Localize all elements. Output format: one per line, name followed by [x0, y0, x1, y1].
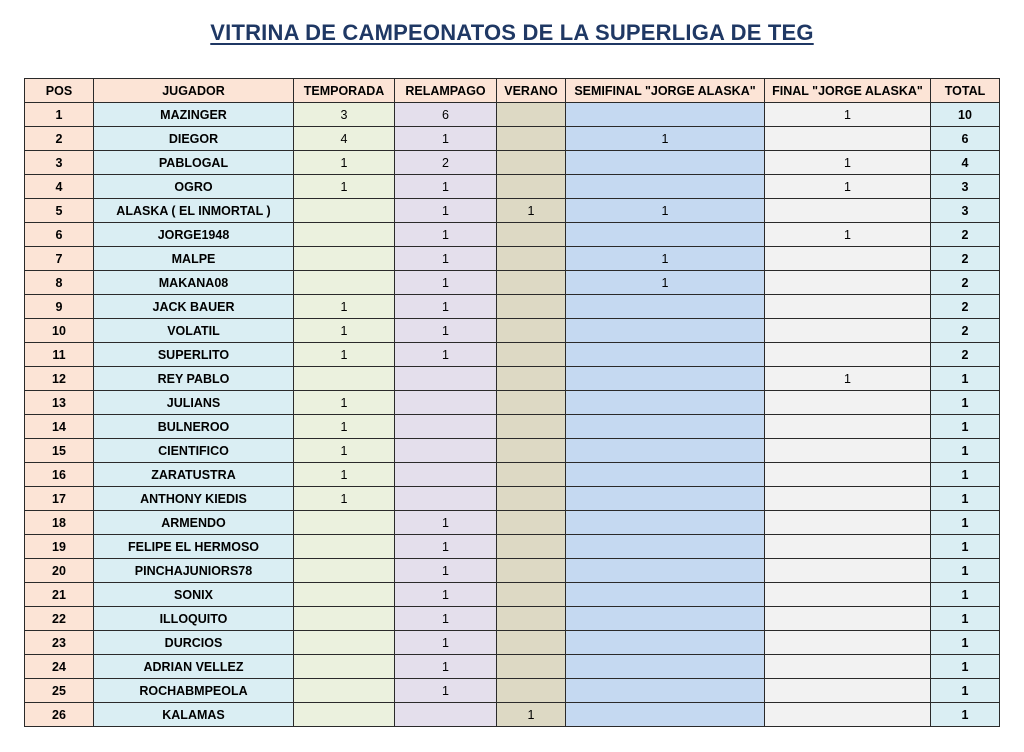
header-semifinal: SEMIFINAL "JORGE ALASKA"	[566, 79, 765, 103]
verano-cell	[497, 175, 566, 199]
final-cell	[765, 127, 931, 151]
temporada-cell: 1	[294, 295, 395, 319]
relampago-cell	[395, 439, 497, 463]
relampago-cell: 1	[395, 679, 497, 703]
final-cell	[765, 487, 931, 511]
relampago-cell: 1	[395, 655, 497, 679]
table-row	[25, 583, 1000, 607]
table-header-row	[25, 79, 1000, 103]
temporada-cell	[294, 199, 395, 223]
semifinal-cell	[566, 559, 765, 583]
position-cell: 19	[25, 535, 94, 559]
verano-cell	[497, 607, 566, 631]
semifinal-cell	[566, 607, 765, 631]
final-cell	[765, 655, 931, 679]
final-cell	[765, 247, 931, 271]
table-row	[25, 103, 1000, 127]
player-name-cell: ALASKA ( EL INMORTAL )	[94, 199, 294, 223]
temporada-cell	[294, 559, 395, 583]
temporada-cell	[294, 367, 395, 391]
position-cell: 4	[25, 175, 94, 199]
player-name-cell: MALPE	[94, 247, 294, 271]
player-name-cell: MAKANA08	[94, 271, 294, 295]
player-name-cell: KALAMAS	[94, 703, 294, 727]
temporada-cell: 1	[294, 463, 395, 487]
temporada-cell	[294, 223, 395, 247]
final-cell	[765, 295, 931, 319]
temporada-cell: 1	[294, 319, 395, 343]
player-name-cell: PABLOGAL	[94, 151, 294, 175]
player-name-cell: ANTHONY KIEDIS	[94, 487, 294, 511]
verano-cell	[497, 631, 566, 655]
table-row	[25, 559, 1000, 583]
temporada-cell	[294, 703, 395, 727]
verano-cell	[497, 295, 566, 319]
position-cell: 26	[25, 703, 94, 727]
verano-cell	[497, 487, 566, 511]
semifinal-cell	[566, 679, 765, 703]
table-row	[25, 391, 1000, 415]
verano-cell	[497, 583, 566, 607]
position-cell: 6	[25, 223, 94, 247]
table-row	[25, 151, 1000, 175]
relampago-cell: 1	[395, 175, 497, 199]
total-cell: 1	[931, 487, 1000, 511]
verano-cell	[497, 559, 566, 583]
semifinal-cell	[566, 367, 765, 391]
relampago-cell	[395, 391, 497, 415]
total-cell: 2	[931, 247, 1000, 271]
relampago-cell	[395, 703, 497, 727]
total-cell: 3	[931, 199, 1000, 223]
verano-cell	[497, 439, 566, 463]
semifinal-cell	[566, 583, 765, 607]
position-cell: 23	[25, 631, 94, 655]
total-cell: 1	[931, 367, 1000, 391]
header-total: TOTAL	[931, 79, 1000, 103]
total-cell: 2	[931, 223, 1000, 247]
verano-cell	[497, 655, 566, 679]
position-cell: 20	[25, 559, 94, 583]
final-cell	[765, 679, 931, 703]
player-name-cell: ILLOQUITO	[94, 607, 294, 631]
position-cell: 24	[25, 655, 94, 679]
player-name-cell: JORGE1948	[94, 223, 294, 247]
total-cell: 2	[931, 319, 1000, 343]
final-cell	[765, 319, 931, 343]
relampago-cell: 1	[395, 295, 497, 319]
total-cell: 1	[931, 535, 1000, 559]
verano-cell	[497, 271, 566, 295]
player-name-cell: FELIPE EL HERMOSO	[94, 535, 294, 559]
final-cell	[765, 535, 931, 559]
temporada-cell	[294, 271, 395, 295]
final-cell	[765, 415, 931, 439]
semifinal-cell	[566, 415, 765, 439]
total-cell: 10	[931, 103, 1000, 127]
semifinal-cell	[566, 103, 765, 127]
player-name-cell: BULNEROO	[94, 415, 294, 439]
table-row	[25, 175, 1000, 199]
final-cell	[765, 439, 931, 463]
total-cell: 2	[931, 271, 1000, 295]
final-cell	[765, 199, 931, 223]
total-cell: 4	[931, 151, 1000, 175]
relampago-cell: 1	[395, 247, 497, 271]
table-row	[25, 223, 1000, 247]
header-relampago: RELAMPAGO	[395, 79, 497, 103]
final-cell	[765, 607, 931, 631]
relampago-cell: 1	[395, 319, 497, 343]
table-row	[25, 247, 1000, 271]
total-cell: 1	[931, 439, 1000, 463]
relampago-cell: 2	[395, 151, 497, 175]
table-row	[25, 463, 1000, 487]
header-player: JUGADOR	[94, 79, 294, 103]
total-cell: 1	[931, 607, 1000, 631]
position-cell: 13	[25, 391, 94, 415]
semifinal-cell	[566, 631, 765, 655]
final-cell: 1	[765, 175, 931, 199]
verano-cell	[497, 319, 566, 343]
header-temporada: TEMPORADA	[294, 79, 395, 103]
semifinal-cell	[566, 151, 765, 175]
semifinal-cell: 1	[566, 127, 765, 151]
temporada-cell	[294, 535, 395, 559]
player-name-cell: REY PABLO	[94, 367, 294, 391]
relampago-cell: 1	[395, 535, 497, 559]
final-cell	[765, 343, 931, 367]
semifinal-cell	[566, 439, 765, 463]
final-cell: 1	[765, 367, 931, 391]
relampago-cell	[395, 415, 497, 439]
temporada-cell: 1	[294, 487, 395, 511]
player-name-cell: OGRO	[94, 175, 294, 199]
verano-cell: 1	[497, 199, 566, 223]
temporada-cell: 1	[294, 175, 395, 199]
table-row	[25, 703, 1000, 727]
final-cell	[765, 511, 931, 535]
table-row	[25, 415, 1000, 439]
player-name-cell: JULIANS	[94, 391, 294, 415]
temporada-cell: 1	[294, 343, 395, 367]
player-name-cell: DURCIOS	[94, 631, 294, 655]
final-cell	[765, 703, 931, 727]
player-name-cell: SONIX	[94, 583, 294, 607]
verano-cell	[497, 127, 566, 151]
final-cell	[765, 631, 931, 655]
final-cell	[765, 463, 931, 487]
page-title	[0, 20, 1024, 46]
total-cell: 1	[931, 583, 1000, 607]
position-cell: 11	[25, 343, 94, 367]
semifinal-cell	[566, 391, 765, 415]
total-cell: 1	[931, 655, 1000, 679]
temporada-cell: 1	[294, 439, 395, 463]
total-cell: 1	[931, 391, 1000, 415]
position-cell: 22	[25, 607, 94, 631]
verano-cell	[497, 247, 566, 271]
relampago-cell: 1	[395, 223, 497, 247]
relampago-cell: 6	[395, 103, 497, 127]
table-row	[25, 487, 1000, 511]
position-cell: 9	[25, 295, 94, 319]
position-cell: 25	[25, 679, 94, 703]
semifinal-cell	[566, 535, 765, 559]
player-name-cell: ADRIAN VELLEZ	[94, 655, 294, 679]
relampago-cell: 1	[395, 559, 497, 583]
total-cell: 2	[931, 295, 1000, 319]
total-cell: 1	[931, 463, 1000, 487]
temporada-cell: 1	[294, 391, 395, 415]
table-row	[25, 511, 1000, 535]
position-cell: 21	[25, 583, 94, 607]
final-cell: 1	[765, 103, 931, 127]
temporada-cell: 3	[294, 103, 395, 127]
position-cell: 8	[25, 271, 94, 295]
temporada-cell	[294, 679, 395, 703]
relampago-cell	[395, 463, 497, 487]
header-pos: POS	[25, 79, 94, 103]
semifinal-cell	[566, 655, 765, 679]
temporada-cell: 1	[294, 415, 395, 439]
relampago-cell: 1	[395, 343, 497, 367]
verano-cell	[497, 415, 566, 439]
semifinal-cell	[566, 295, 765, 319]
position-cell: 12	[25, 367, 94, 391]
position-cell: 17	[25, 487, 94, 511]
verano-cell	[497, 511, 566, 535]
semifinal-cell: 1	[566, 247, 765, 271]
page-title-text: VITRINA DE CAMPEONATOS DE LA SUPERLIGA DE TEG	[210, 20, 814, 45]
total-cell: 1	[931, 559, 1000, 583]
total-cell: 1	[931, 511, 1000, 535]
semifinal-cell	[566, 463, 765, 487]
relampago-cell: 1	[395, 127, 497, 151]
player-name-cell: VOLATIL	[94, 319, 294, 343]
temporada-cell	[294, 511, 395, 535]
relampago-cell: 1	[395, 511, 497, 535]
position-cell: 3	[25, 151, 94, 175]
table-row	[25, 367, 1000, 391]
table-row	[25, 319, 1000, 343]
total-cell: 1	[931, 415, 1000, 439]
position-cell: 2	[25, 127, 94, 151]
relampago-cell: 1	[395, 583, 497, 607]
total-cell: 1	[931, 703, 1000, 727]
temporada-cell	[294, 247, 395, 271]
table-body	[25, 103, 1000, 727]
verano-cell	[497, 151, 566, 175]
semifinal-cell	[566, 487, 765, 511]
verano-cell	[497, 367, 566, 391]
semifinal-cell	[566, 319, 765, 343]
verano-cell	[497, 463, 566, 487]
verano-cell	[497, 343, 566, 367]
header-verano: VERANO	[497, 79, 566, 103]
total-cell: 2	[931, 343, 1000, 367]
position-cell: 5	[25, 199, 94, 223]
semifinal-cell	[566, 223, 765, 247]
verano-cell	[497, 223, 566, 247]
player-name-cell: ZARATUSTRA	[94, 463, 294, 487]
position-cell: 16	[25, 463, 94, 487]
table-row	[25, 439, 1000, 463]
player-name-cell: MAZINGER	[94, 103, 294, 127]
relampago-cell	[395, 367, 497, 391]
relampago-cell: 1	[395, 631, 497, 655]
player-name-cell: SUPERLITO	[94, 343, 294, 367]
semifinal-cell: 1	[566, 199, 765, 223]
final-cell	[765, 391, 931, 415]
final-cell	[765, 583, 931, 607]
table-row	[25, 655, 1000, 679]
verano-cell: 1	[497, 703, 566, 727]
semifinal-cell	[566, 175, 765, 199]
table-row	[25, 607, 1000, 631]
position-cell: 1	[25, 103, 94, 127]
header-final: FINAL "JORGE ALASKA"	[765, 79, 931, 103]
position-cell: 14	[25, 415, 94, 439]
player-name-cell: DIEGOR	[94, 127, 294, 151]
position-cell: 18	[25, 511, 94, 535]
position-cell: 7	[25, 247, 94, 271]
temporada-cell: 1	[294, 151, 395, 175]
championship-table	[24, 78, 1000, 727]
total-cell: 6	[931, 127, 1000, 151]
temporada-cell	[294, 607, 395, 631]
verano-cell	[497, 679, 566, 703]
player-name-cell: CIENTIFICO	[94, 439, 294, 463]
verano-cell	[497, 535, 566, 559]
semifinal-cell	[566, 703, 765, 727]
temporada-cell: 4	[294, 127, 395, 151]
player-name-cell: JACK BAUER	[94, 295, 294, 319]
player-name-cell: ROCHABMPEOLA	[94, 679, 294, 703]
position-cell: 10	[25, 319, 94, 343]
table-row	[25, 631, 1000, 655]
temporada-cell	[294, 655, 395, 679]
total-cell: 1	[931, 679, 1000, 703]
temporada-cell	[294, 583, 395, 607]
verano-cell	[497, 103, 566, 127]
final-cell: 1	[765, 223, 931, 247]
temporada-cell	[294, 631, 395, 655]
relampago-cell: 1	[395, 199, 497, 223]
final-cell: 1	[765, 151, 931, 175]
table-row	[25, 679, 1000, 703]
table-row	[25, 295, 1000, 319]
semifinal-cell	[566, 511, 765, 535]
relampago-cell: 1	[395, 271, 497, 295]
table-row	[25, 199, 1000, 223]
final-cell	[765, 559, 931, 583]
table-row	[25, 271, 1000, 295]
total-cell: 1	[931, 631, 1000, 655]
table-row	[25, 127, 1000, 151]
semifinal-cell	[566, 343, 765, 367]
semifinal-cell: 1	[566, 271, 765, 295]
player-name-cell: PINCHAJUNIORS78	[94, 559, 294, 583]
final-cell	[765, 271, 931, 295]
relampago-cell	[395, 487, 497, 511]
table-row	[25, 535, 1000, 559]
relampago-cell: 1	[395, 607, 497, 631]
position-cell: 15	[25, 439, 94, 463]
player-name-cell: ARMENDO	[94, 511, 294, 535]
verano-cell	[497, 391, 566, 415]
table-row	[25, 343, 1000, 367]
total-cell: 3	[931, 175, 1000, 199]
